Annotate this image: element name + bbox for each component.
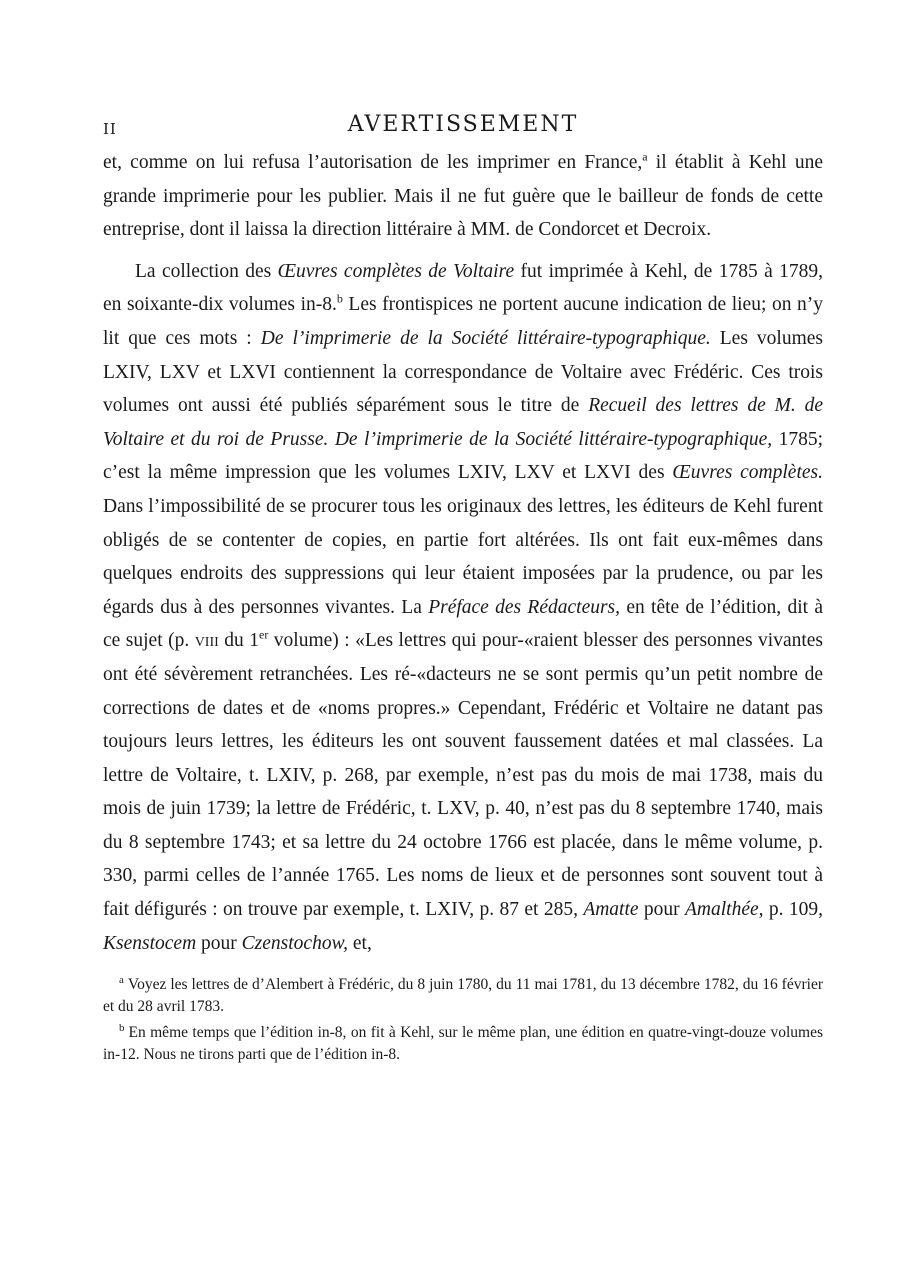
text-run: du 1 [218, 630, 259, 652]
italic-title: Œuvres complètes de Voltaire [277, 260, 515, 282]
superscript: er [259, 627, 269, 642]
text-run: pour [196, 932, 242, 954]
page-number: II [103, 120, 117, 138]
page [103, 112, 823, 1070]
italic-title: Œuvres complètes. [672, 462, 823, 484]
text-run: Dans l’impossibilité de se procurer tous les originaux des lettres, les éditeurs de Kehl furent obligés de se contenter de copies, en partie fort altérées. Ils ont fait eux-mêmes dans quelques endroits des suppressions qui leur étaient imposées par la prudence, ou par les égards dus à des personnes vivantes. La [103, 495, 823, 618]
italic-title: De l’imprimerie de la Société littéraire-typographique. [260, 327, 711, 349]
italic-title: Préface des Rédacteurs, [428, 596, 621, 618]
italic-word: Ksenstocem [103, 932, 197, 954]
footnote-b [103, 1022, 823, 1066]
text-run: 1785; c’est la même impression que les volumes LXIV, LXV et LXVI des [103, 428, 824, 484]
footnote-ref-b: b [336, 291, 343, 306]
text-run: Les volumes LXIV, LXV et LXVI contiennent la correspondance de Voltaire avec Frédéric. Ces trois volumes ont aussi été publiés séparément sous le titre de [103, 327, 824, 417]
text-run: Les frontispices ne portent aucune indication de lieu; on n’y lit que ces mots : [103, 294, 823, 349]
paragraph-2 [103, 255, 823, 960]
footnote-ref-a: a [642, 149, 648, 164]
footnote-mark: b [119, 1022, 125, 1035]
text-run: fut imprimée à Kehl, de 1785 à 1789, en soixante-dix volumes in-8. [103, 260, 823, 316]
running-header [103, 112, 823, 146]
text-run: p. 109, [763, 899, 823, 921]
italic-word: Czenstochow, [241, 932, 349, 954]
text-run: pour [638, 899, 686, 921]
text-run: il établit à Kehl une grande imprimerie pour les publier. Mais il ne fut guère que le bailleur de fonds de cette entreprise, dont il laissa la direction littéraire à MM. de Condorcet et Decroix. [103, 152, 823, 241]
main-text [103, 146, 823, 960]
running-title: AVERTISSEMENT [347, 112, 579, 137]
text-run: volume) : «Les lettres qui pour-«raient blesser des personnes vivantes ont été sévèrement retranchées. Les ré-«dacteurs ne se sont permis qu’un petit nombre de corrections de dates et de «noms propres.» Cependant, Frédéric et Voltaire ne datant pas toujours leurs lettres, les éditeurs les ont souvent faussement datées et mal classées. La lettre de Voltaire, t. LXIV, p. 268, par exemple, n’est pas du mois de mai 1738, mais du mois de juin 1739; la lettre de Frédéric, t. LXV, p. 40, n’est pas du 8 septembre 1740, mais du 8 septembre 1743; et sa lettre du 24 octobre 1766 est placée, dans le même volume, p. 330, parmi celles de l’année 1765. Les noms de lieux et de personnes sont souvent tout à fait défigurés : on trouve par exemple, t. LXIV, p. 87 et 285, [103, 630, 824, 921]
italic-title: Recueil des lettres de M. de Voltaire et du roi de Prusse. De l’imprimerie de la Société littéraire-typographique, [103, 395, 824, 450]
footnotes [103, 974, 823, 1066]
paragraph-1 [103, 146, 823, 247]
text-run: et, [348, 932, 372, 954]
text-run: en tête de l’édition, dit à ce sujet (p. [103, 596, 824, 652]
footnote-text: Voyez les lettres de d’Alembert à Frédéric, du 8 juin 1780, du 11 mai 1781, du 13 décembre 1782, du 16 février et du 28 avril 1783. [103, 976, 823, 1016]
roman-numeral: viii [194, 630, 219, 652]
text-run: La collection des [135, 260, 278, 282]
footnote-text: En même temps que l’édition in-8, on fit à Kehl, sur le même plan, une édition en quatre-vingt-douze volumes in-12. Nous ne tirons parti que de l’édition in-8. [103, 1024, 823, 1064]
text-run: et, comme on lui refusa l’autorisation de les imprimer en France, [103, 152, 643, 173]
footnote-mark: a [119, 974, 124, 987]
italic-word: Amalthée, [685, 899, 764, 921]
italic-word: Amatte [583, 899, 639, 921]
footnote-a [103, 974, 823, 1018]
